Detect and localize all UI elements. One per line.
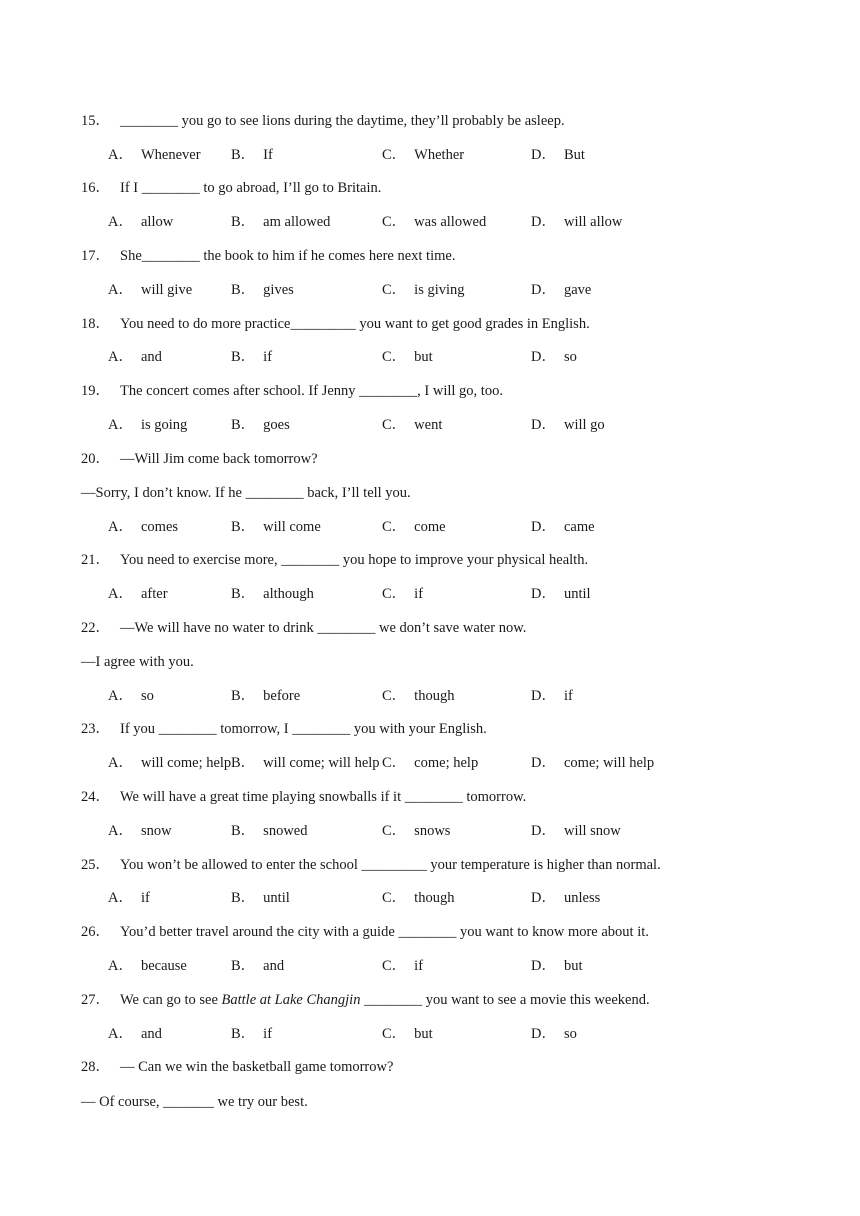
question-number: 24．	[81, 789, 110, 805]
option-a[interactable]	[108, 821, 172, 841]
question-number: 21．	[81, 552, 110, 568]
option-b[interactable]	[231, 584, 314, 604]
option-text: will come; help	[140, 755, 232, 771]
option-letter: B．	[231, 1026, 256, 1042]
question-text: ________ you go to see lions during the daytime, they’ll probably be asleep.	[120, 113, 565, 129]
option-letter: C．	[382, 1026, 407, 1042]
option-letter: C．	[382, 755, 407, 771]
option-text: went	[414, 417, 443, 433]
question-text: You need to do more practice_________ you want to get good grades in English.	[120, 316, 590, 332]
question-text: — Can we win the basketball game tomorrow?	[120, 1059, 394, 1075]
question-stem	[81, 719, 820, 739]
option-c[interactable]	[382, 888, 454, 908]
option-letter: B．	[231, 688, 256, 704]
question-number: 23．	[81, 721, 110, 737]
option-text: so	[563, 349, 577, 365]
option-text: will go	[563, 417, 605, 433]
question-number: 28．	[81, 1059, 110, 1075]
option-letter: A．	[108, 755, 133, 771]
question-number: 25．	[81, 857, 110, 873]
option-text: if	[563, 688, 573, 704]
option-letter: D．	[531, 823, 556, 839]
option-letter: B．	[231, 755, 256, 771]
question-stem	[81, 314, 820, 334]
option-d[interactable]	[531, 212, 622, 232]
option-a[interactable]	[108, 956, 187, 976]
option-letter: D．	[531, 282, 556, 298]
option-a[interactable]	[108, 145, 201, 165]
option-text: but	[563, 958, 583, 974]
option-b[interactable]	[231, 415, 290, 435]
option-letter: C．	[382, 586, 407, 602]
option-b[interactable]	[231, 888, 290, 908]
option-b[interactable]	[231, 280, 294, 300]
option-a[interactable]	[108, 347, 162, 367]
option-text: though	[414, 890, 455, 906]
question-number: 26．	[81, 924, 110, 940]
option-text: snowed	[263, 823, 308, 839]
question-text: The concert comes after school. If Jenny ________, I will go, too.	[120, 383, 503, 399]
option-letter: B．	[231, 214, 256, 230]
option-letter: D．	[531, 755, 556, 771]
option-d[interactable]	[531, 347, 577, 367]
question-number: 17．	[81, 248, 110, 264]
question-text: We will have a great time playing snowballs if it ________ tomorrow.	[120, 789, 527, 805]
option-d[interactable]	[531, 821, 621, 841]
option-text: come	[414, 519, 446, 535]
option-text: was allowed	[414, 214, 487, 230]
option-text: allow	[140, 214, 174, 230]
dialogue-line: —Sorry, I don’t know. If he ________ back, I’ll tell you.	[81, 485, 411, 501]
option-d[interactable]	[531, 888, 600, 908]
option-d[interactable]	[531, 584, 591, 604]
option-text: if	[140, 890, 150, 906]
option-text: and	[263, 958, 285, 974]
option-d[interactable]	[531, 145, 585, 165]
question-text: —Will Jim come back tomorrow?	[120, 451, 318, 467]
option-letter: D．	[531, 519, 556, 535]
option-text: until	[263, 890, 290, 906]
option-d[interactable]	[531, 956, 583, 976]
option-c[interactable]	[382, 517, 446, 537]
option-letter: D．	[531, 890, 556, 906]
question-number: 15．	[81, 113, 110, 129]
option-b[interactable]	[231, 686, 300, 706]
option-c[interactable]	[382, 753, 478, 773]
option-a[interactable]	[108, 280, 192, 300]
option-text: Whether	[414, 147, 465, 163]
option-text: until	[563, 586, 591, 602]
option-c[interactable]	[382, 1024, 433, 1044]
option-letter: C．	[382, 147, 407, 163]
option-c[interactable]	[382, 280, 465, 300]
option-c[interactable]	[382, 686, 454, 706]
question-text: You won’t be allowed to enter the school _________ your temperature is higher than normal.	[120, 857, 661, 873]
option-letter: D．	[531, 417, 556, 433]
option-letter: A．	[108, 1026, 133, 1042]
question-stem	[81, 618, 820, 638]
option-letter: C．	[382, 958, 407, 974]
option-letter: A．	[108, 688, 133, 704]
option-b[interactable]	[231, 753, 380, 773]
option-text: but	[414, 1026, 433, 1042]
option-b[interactable]	[231, 821, 307, 841]
option-a[interactable]	[108, 517, 178, 537]
dialogue-line: — Of course, _______ we try our best.	[81, 1094, 308, 1110]
option-text: but	[414, 349, 433, 365]
option-text: will come	[263, 519, 321, 535]
option-letter: B．	[231, 417, 256, 433]
option-text: if	[414, 958, 424, 974]
option-letter: D．	[531, 586, 556, 602]
option-text: and	[140, 349, 162, 365]
question-text: You need to exercise more, ________ you hope to improve your physical health.	[120, 552, 589, 568]
option-letter: B．	[231, 147, 256, 163]
option-letter: D．	[531, 958, 556, 974]
question-stem	[81, 855, 820, 875]
option-text: But	[563, 147, 585, 163]
option-text: if	[263, 1026, 273, 1042]
option-a[interactable]	[108, 584, 168, 604]
option-letter: D．	[531, 1026, 556, 1042]
option-a[interactable]	[108, 753, 231, 773]
question-stem	[81, 449, 820, 469]
question-text: If I ________ to go abroad, I’ll go to Britain.	[120, 180, 382, 196]
option-text: although	[263, 586, 314, 602]
option-letter: B．	[231, 958, 256, 974]
option-letter: D．	[531, 688, 556, 704]
option-letter: A．	[108, 586, 133, 602]
option-text: is going	[140, 417, 188, 433]
option-b[interactable]	[231, 1024, 272, 1044]
option-a[interactable]	[108, 1024, 162, 1044]
option-letter: D．	[531, 214, 556, 230]
option-letter: C．	[382, 282, 407, 298]
option-d[interactable]	[531, 686, 573, 706]
question-number: 20．	[81, 451, 110, 467]
dialogue-line: —I agree with you.	[81, 654, 194, 670]
option-a[interactable]	[108, 888, 150, 908]
option-text: come; will help	[563, 755, 655, 771]
option-text: is giving	[414, 282, 465, 298]
option-text: snows	[414, 823, 451, 839]
option-text: If	[263, 147, 273, 163]
option-text: snow	[140, 823, 172, 839]
option-d[interactable]	[531, 415, 605, 435]
option-letter: A．	[108, 282, 133, 298]
question-stem	[81, 111, 820, 131]
option-letter: A．	[108, 147, 133, 163]
question-number: 22．	[81, 620, 110, 636]
option-c[interactable]	[382, 145, 464, 165]
question-stem	[81, 246, 820, 266]
option-text: come; help	[414, 755, 479, 771]
option-letter: D．	[531, 349, 556, 365]
question-stem	[81, 178, 820, 198]
option-letter: A．	[108, 214, 133, 230]
option-letter: A．	[108, 519, 133, 535]
option-letter: C．	[382, 519, 407, 535]
question-stem	[81, 787, 820, 807]
option-d[interactable]	[531, 1024, 577, 1044]
option-text: gave	[563, 282, 592, 298]
option-text: though	[414, 688, 455, 704]
option-text: will snow	[563, 823, 621, 839]
question-text: She________ the book to him if he comes here next time.	[120, 248, 456, 264]
option-letter: C．	[382, 688, 407, 704]
option-text: so	[140, 688, 154, 704]
option-a[interactable]	[108, 686, 154, 706]
option-text: Whenever	[140, 147, 201, 163]
question-stem	[81, 922, 820, 942]
option-letter: C．	[382, 823, 407, 839]
option-d[interactable]	[531, 517, 595, 537]
option-a[interactable]	[108, 212, 173, 232]
option-c[interactable]	[382, 212, 486, 232]
option-letter: B．	[231, 823, 256, 839]
option-letter: A．	[108, 349, 133, 365]
option-letter: B．	[231, 282, 256, 298]
option-text: if	[414, 586, 424, 602]
option-text: after	[140, 586, 168, 602]
option-text: unless	[563, 890, 601, 906]
option-text: came	[563, 519, 595, 535]
option-text: will give	[140, 282, 193, 298]
question-stem	[81, 1057, 820, 1077]
option-letter: B．	[231, 349, 256, 365]
option-letter: A．	[108, 958, 133, 974]
option-letter: C．	[382, 417, 407, 433]
option-d[interactable]	[531, 280, 591, 300]
option-letter: C．	[382, 349, 407, 365]
option-text: am allowed	[263, 214, 331, 230]
option-letter: B．	[231, 586, 256, 602]
question-text: —We will have no water to drink ________ we don’t save water now.	[120, 620, 527, 636]
option-c[interactable]	[382, 415, 442, 435]
option-b[interactable]	[231, 347, 272, 367]
question-stem	[81, 381, 820, 401]
option-letter: B．	[231, 890, 256, 906]
option-b[interactable]	[231, 956, 284, 976]
question-text-after: ________ you want to see a movie this weekend.	[360, 992, 650, 1008]
option-text: goes	[263, 417, 290, 433]
option-text: because	[140, 958, 187, 974]
option-b[interactable]	[231, 212, 330, 232]
option-c[interactable]	[382, 956, 423, 976]
question-stem	[81, 990, 820, 1010]
option-letter: A．	[108, 823, 133, 839]
option-text: will come; will help	[263, 755, 380, 771]
question-number: 19．	[81, 383, 110, 399]
option-text: comes	[140, 519, 179, 535]
option-text: will allow	[563, 214, 623, 230]
option-c[interactable]	[382, 821, 450, 841]
option-text: before	[263, 688, 301, 704]
question-text: You’d better travel around the city with a guide ________ you want to know more about it.	[120, 924, 649, 940]
option-c[interactable]	[382, 584, 423, 604]
option-letter: A．	[108, 890, 133, 906]
question-stem	[81, 550, 820, 570]
option-text: gives	[263, 282, 294, 298]
option-text: and	[140, 1026, 162, 1042]
movie-title: Battle at Lake Changjin	[221, 992, 361, 1008]
option-text: if	[263, 349, 273, 365]
question-text-before: We can go to see	[120, 992, 222, 1008]
question-text: If you ________ tomorrow, I ________ you with your English.	[120, 721, 487, 737]
option-letter: D．	[531, 147, 556, 163]
question-number: 16．	[81, 180, 110, 196]
question-number: 18．	[81, 316, 110, 332]
option-letter: B．	[231, 519, 256, 535]
option-c[interactable]	[382, 347, 433, 367]
question-number: 27．	[81, 992, 110, 1008]
option-text: so	[563, 1026, 577, 1042]
option-d[interactable]	[531, 753, 654, 773]
option-letter: A．	[108, 417, 133, 433]
option-b[interactable]	[231, 517, 321, 537]
option-letter: C．	[382, 214, 407, 230]
option-letter: C．	[382, 890, 407, 906]
option-a[interactable]	[108, 415, 187, 435]
option-b[interactable]	[231, 145, 273, 165]
